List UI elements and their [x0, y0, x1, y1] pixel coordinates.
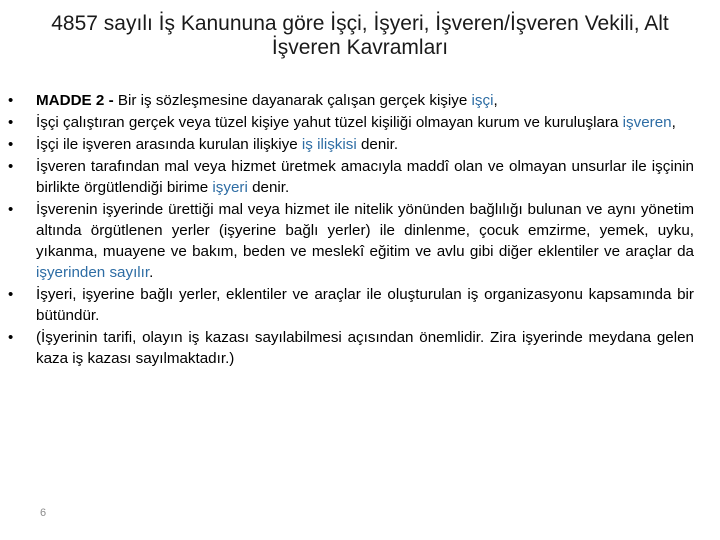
bullet-glyph: •: [8, 92, 14, 109]
bullet-glyph: •: [8, 329, 14, 346]
term-is-iliskisi: iş ilişkisi: [301, 136, 357, 153]
bullet-text: İşyeri, işyerine bağlı yerler, eklentiler ve araçlar ile oluşturulan iş organizasyonu kapsamında bir bütündür.: [36, 286, 694, 324]
bullet-item-isyeri: [8, 156, 694, 198]
bullet-text: Bir iş sözleşmesine dayanarak çalışan gerçek kişiye: [117, 92, 472, 109]
slide-title: 4857 sayılı İş Kanununa göre İşçi, İşyeri, İşveren/İşveren Vekili, Alt İşveren Kavramları: [51, 12, 669, 59]
bullet-suffix: denir.: [247, 179, 290, 196]
bullet-glyph: •: [8, 114, 14, 131]
bullet-item-eklentiler: [8, 199, 694, 283]
bullet-suffix: ,: [671, 114, 676, 131]
term-isveren: işveren: [622, 114, 672, 131]
bullet-text: İşçi ile işveren arasında kurulan ilişkiye: [36, 136, 302, 153]
bullet-glyph: •: [8, 158, 14, 175]
bullet-suffix: denir.: [356, 136, 399, 153]
bullet-glyph: •: [8, 201, 14, 218]
bullet-item-madde-2: [8, 90, 694, 111]
bullet-item-is-iliskisi: [8, 134, 694, 155]
page-number: 6: [40, 507, 47, 519]
bullet-text: (İşyerinin tarifi, olayın iş kazası sayılabilmesi açısından önemlidir. Zira işyerinde meydana gelen kaza iş kazası sayılmaktadır.): [36, 329, 694, 367]
bullet-text: İşverenin işyerinde ürettiği mal veya hizmet ile nitelik yönünden bağlılığı bulunan ve aynı yönetim altında örgütlenen yerler (işyerine bağlı yerler) ile dinlenme, çocuk emzirme, yemek, uyku, yıkanma, muayene ve bakım, beden ve meslekî eğitim ve avlu gibi diğer eklentiler ve araçlar da: [36, 201, 694, 260]
term-isci: işçi: [471, 92, 494, 109]
bullet-item-not: [8, 327, 694, 369]
bullet-item-isveren: [8, 112, 694, 133]
bullet-item-butunluk: [8, 284, 694, 326]
bullet-text: İşveren tarafından mal veya hizmet üretmek amacıyla maddî olan ve olmayan unsurlar ile işçinin birlikte örgütlendiği birime: [36, 158, 694, 196]
bullet-glyph: •: [8, 286, 14, 303]
term-isyeri: işyeri: [212, 179, 248, 196]
bullet-suffix: .: [149, 264, 154, 281]
bullet-glyph: •: [8, 136, 14, 153]
bullet-list: [0, 90, 720, 370]
term-isyerinden-sayilir: işyerinden sayılır: [36, 264, 150, 281]
bullet-suffix: ,: [493, 92, 498, 109]
article-label: MADDE 2 -: [36, 92, 118, 109]
bullet-text: İşçi çalıştıran gerçek veya tüzel kişiye yahut tüzel kişiliği olmayan kurum ve kuruluşlara: [36, 114, 623, 131]
